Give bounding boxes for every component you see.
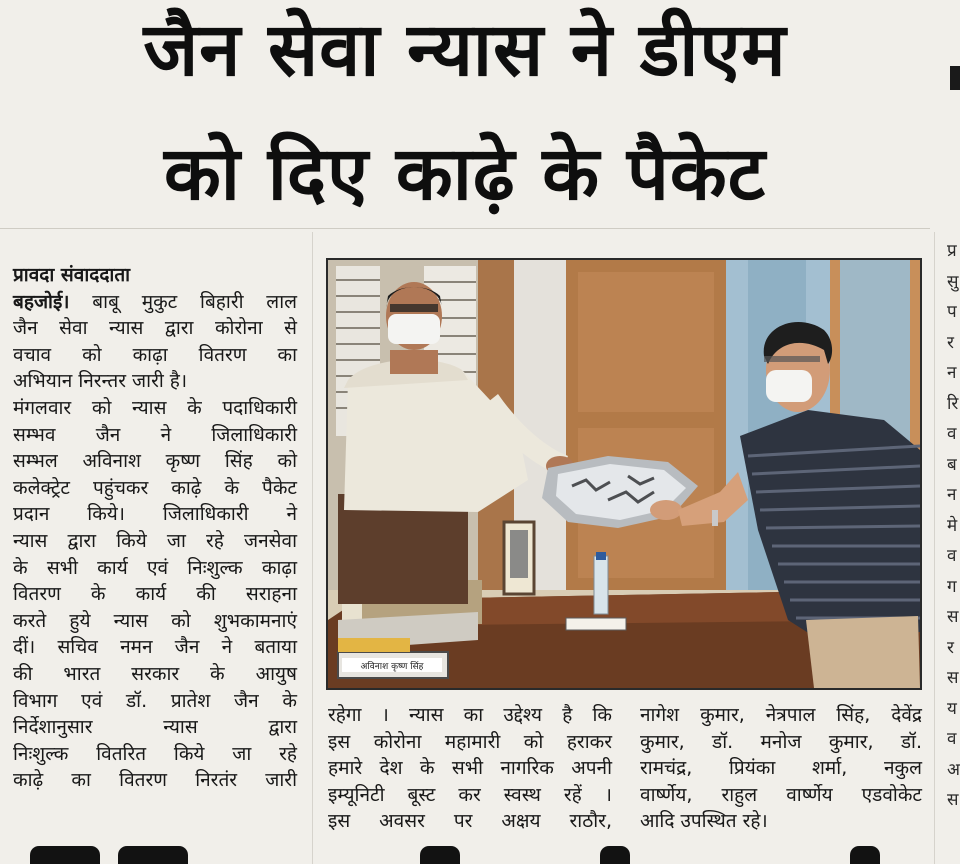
article-line: वार्ष्णेय, राहुल वार्ष्णेय एडवोकेट [640, 783, 922, 806]
article-line: अभियान निरन्तर जारी है। [13, 370, 188, 393]
article-line: काढ़े का वितरण निरतंर जारी [13, 769, 297, 792]
nameplate-text: अविनाश कृष्ण सिंह [360, 662, 424, 672]
article-line: नागेश कुमार, नेत्रपाल सिंह, देवेंद्र [640, 704, 922, 726]
fragment-letter: स [947, 668, 959, 688]
article-line: की भारत सरकार के आयुष [13, 662, 297, 685]
article-line: सम्भल अविनाश कृष्ण सिंह को [13, 450, 297, 473]
article-line: करते हुये न्यास को शुभकामनाएं [13, 609, 297, 632]
article-line: दीं। सचिव नमन जैन ने बताया [13, 636, 297, 659]
fragment-letter: व [947, 424, 957, 444]
cut-off-headline-fragment [600, 846, 630, 864]
article-line: हमारे देश के सभी नागरिक अपनी [328, 757, 612, 780]
fragment-letter: ग [947, 576, 957, 597]
article-line: निर्देशानुसार न्यास द्वारा [13, 716, 297, 739]
cut-off-headline-fragment [30, 846, 100, 864]
fragment-letter: य [947, 698, 957, 719]
article-line: जैन सेवा न्यास द्वारा कोरोना से [13, 317, 297, 340]
article-line: सम्भव जैन ने जिलाधिकारी [13, 423, 297, 446]
article-line: इम्यूनिटी बूस्ट कर स्वस्थ रहें । [328, 783, 612, 806]
fragment-letter: व [947, 546, 957, 566]
article-line: इस कोरोना महामारी को हराकर [328, 730, 612, 753]
fragment-letter: ब [947, 454, 957, 475]
article-line: प्रदान किये। जिलाधिकारी ने [13, 503, 297, 526]
fragment-letter: रि [947, 393, 959, 414]
fragment-letter: प [947, 302, 957, 322]
fragment-letter: मे [947, 515, 958, 536]
adjacent-column-fragment [947, 236, 960, 816]
article-column-2 [328, 702, 612, 835]
article-line: इस अवसर पर अक्षय राठौर, [328, 810, 612, 833]
byline: प्रावदा संवाददाता [13, 264, 131, 286]
article-line: कुमार, डॉ. मनोज कुमार, डॉ. [640, 730, 922, 753]
fragment-letter: सु [947, 271, 959, 292]
article-line: निःशुल्क वितरित किये जा रहे [13, 742, 297, 765]
fragment-letter: स [947, 790, 959, 810]
article-line: मंगलवार को न्यास के पदाधिकारी [13, 396, 297, 419]
fragment-letter: न [947, 363, 957, 383]
adjacent-article-fragment [950, 66, 960, 90]
fragment-letter: अ [947, 759, 960, 780]
article-line-text: बाबू मुकुट बिहारी लाल [69, 290, 297, 313]
article-line [13, 289, 297, 316]
fragment-letter: व [947, 729, 957, 749]
article-line: वितरण के कार्य की सराहना [13, 583, 297, 606]
article-line: कलेक्ट्रेट पहुंचकर काढ़े के पैकेट [13, 476, 297, 499]
fragment-letter: स [947, 607, 959, 627]
article-line: रामचंद्र, प्रियंका शर्मा, नकुल [640, 757, 922, 780]
cut-off-headline-fragment [118, 846, 188, 864]
column-divider [934, 232, 935, 864]
fragment-letter: न [947, 485, 957, 505]
article-line: न्यास द्वारा किये जा रहे जनसेवा [13, 529, 297, 552]
article-line: आदि उपस्थित रहे। [640, 810, 768, 833]
article-column-3 [640, 702, 922, 835]
cut-off-headline-fragment [850, 846, 880, 864]
fragment-letter: प्र [947, 241, 957, 261]
fragment-letter: र [947, 332, 954, 353]
fragment-letter: र [947, 637, 954, 658]
article-line: के सभी कार्य एवं निःशुल्क काढ़ा [13, 556, 297, 579]
column-divider [312, 232, 313, 864]
dateline: बहजोई। [13, 290, 70, 313]
article-line: रहेगा । न्यास का उद्देश्य है कि [328, 704, 612, 726]
cut-off-headline-fragment [420, 846, 460, 864]
article-line: विभाग एवं डॉ. प्रातेश जैन के [13, 689, 297, 712]
news-photo [326, 258, 922, 690]
headline-divider [0, 228, 930, 229]
article-line: वचाव को काढ़ा वितरण का [13, 343, 297, 366]
article-column-1 [13, 262, 297, 794]
headline-line-2: को दिए काढ़े के पैकेट [163, 131, 767, 217]
headline-line-1: जैन सेवा न्यास ने डीएम [143, 7, 787, 93]
